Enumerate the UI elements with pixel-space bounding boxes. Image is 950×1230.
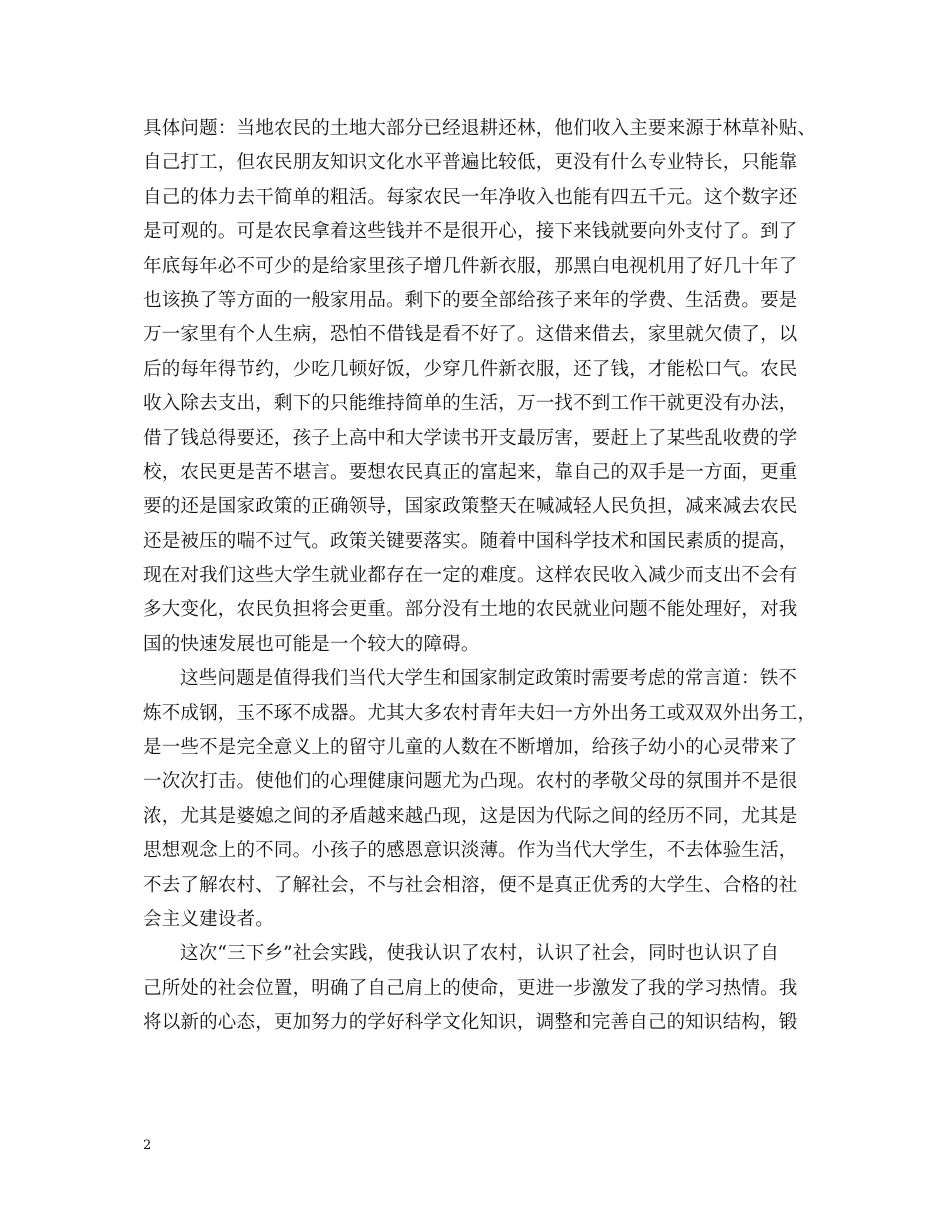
text-line: 这次“三下乡”社会实践，使我认识了农村，认识了社会，同时也认识了自: [180, 943, 780, 965]
text-line: 年底每年必不可少的是给家里孩子增几件新衣服，那黑白电视机用了好几十年了: [143, 255, 798, 277]
text-line: 收入除去支出，剩下的只能维持简单的生活，万一找不到工作干就更没有办法，: [143, 393, 798, 415]
text-line: 思想观念上的不同。小孩子的感恩意识淡薄。作为当代大学生，不去体验生活，: [143, 840, 798, 862]
paragraph-1: [143, 112, 817, 662]
text-line: 不去了解农村、了解社会，不与社会相溶，便不是真正优秀的大学生、合格的社: [143, 874, 798, 896]
text-line: 将以新的心态，更加努力的学好科学文化知识，调整和完善自己的知识结构，锻: [143, 1012, 798, 1034]
text-line: 浓，尤其是婆媳之间的矛盾越来越凸现，这是因为代际之间的经历不同，尤其是: [143, 805, 798, 827]
text-line: 也该换了等方面的一般家用品。剩下的要全部给孩子来年的学费、生活费。要是: [143, 289, 798, 311]
paragraph-3: [143, 937, 809, 1040]
text-line: 后的每年得节约，少吃几顿好饭，少穿几件新衣服，还了钱，才能松口气。农民: [143, 358, 798, 380]
text-line: 会主义建设者。: [143, 908, 274, 930]
text-line: 要的还是国家政策的正确领导，国家政策整天在喊减轻人民负担，减来减去农民: [143, 496, 798, 518]
text-line: 这些问题是值得我们当代大学生和国家制定政策时需要考虑的常言道：铁不: [180, 668, 798, 690]
text-line: 借了钱总得要还，孩子上高中和大学读书开支最厉害，要赶上了某些乱收费的学: [143, 427, 798, 449]
text-line: 自己的体力去干简单的粗活。每家农民一年净收入也能有四五千元。这个数字还: [143, 186, 798, 208]
text-line: 己所处的社会位置，明确了自己肩上的使命，更进一步激发了我的学习热情。我: [143, 977, 798, 999]
body-text: [143, 112, 817, 1041]
page-number: 2: [143, 1138, 152, 1153]
paragraph-2: [143, 662, 817, 937]
text-line: 多大变化，农民负担将会更重。部分没有土地的农民就业问题不能处理好，对我: [143, 599, 798, 621]
text-line: 自己打工，但农民朋友知识文化水平普遍比较低，更没有什么专业特长，只能靠: [143, 152, 798, 174]
text-line: 炼不成钢，玉不琢不成器。尤其大多农村青年夫妇一方外出务工或双双外出务工，: [143, 702, 817, 724]
text-line: 校，农民更是苦不堪言。要想农民真正的富起来，靠自己的双手是一方面，更重: [143, 461, 798, 483]
text-line: 国的快速发展也可能是一个较大的障碍。: [143, 633, 480, 655]
text-line: 一次次打击。使他们的心理健康问题尤为凸现。农村的孝敬父母的氛围并不是很: [143, 771, 798, 793]
text-line: 万一家里有个人生病，恐怕不借钱是看不好了。这借来借去，家里就欠债了，以: [143, 324, 798, 346]
text-line: 现在对我们这些大学生就业都存在一定的难度。这样农民收入减少而支出不会有: [143, 565, 798, 587]
text-line: 还是被压的喘不过气。政策关键要落实。随着中国科学技术和国民素质的提高，: [143, 530, 798, 552]
text-line: 具体问题：当地农民的土地大部分已经退耕还林，他们收入主要来源于林草补贴、: [143, 118, 817, 139]
text-line: 是可观的。可是农民拿着这些钱并不是很开心，接下来钱就要向外支付了。到了: [143, 221, 798, 243]
text-line: 是一些不是完全意义上的留守儿童的人数在不断增加，给孩子幼小的心灵带来了: [143, 737, 798, 759]
